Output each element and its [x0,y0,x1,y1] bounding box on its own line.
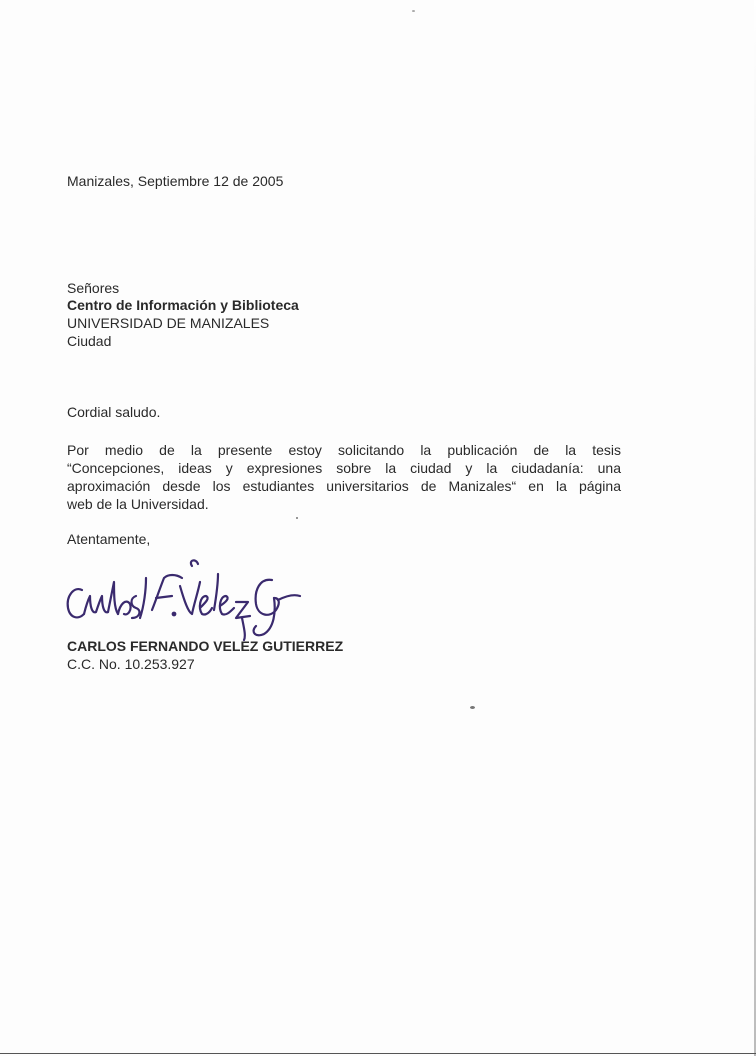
scan-speck [296,517,298,519]
recipient-organization: Centro de Información y Biblioteca [67,297,299,313]
signer-id: C.C. No. 10.253.927 [67,656,195,672]
scan-speck [412,10,415,12]
handwritten-signature [60,556,310,666]
recipient-city: Ciudad [67,333,112,349]
scan-bottom-border [0,1053,756,1054]
body-line: “Concepciones, ideas y expresiones sobre la ciudad y la ciudadanía: una [67,460,621,476]
recipient-institution: UNIVERSIDAD DE MANIZALES [67,315,270,331]
closing: Atentamente, [67,531,151,547]
body-paragraph [67,441,621,513]
scan-speck [470,706,475,709]
body-line: Por medio de la presente estoy solicitando la publicación de la tesis [67,442,621,458]
body-line: aproximación desde los estudiantes universitarios de Manizales“ en la página [67,478,621,494]
greeting: Cordial saludo. [67,404,161,420]
date-line: Manizales, Septiembre 12 de 2005 [67,173,284,189]
body-line: web de la Universidad. [67,496,209,512]
recipient-title: Señores [67,280,120,296]
signer-name: CARLOS FERNANDO VELEZ GUTIERREZ [67,638,344,654]
